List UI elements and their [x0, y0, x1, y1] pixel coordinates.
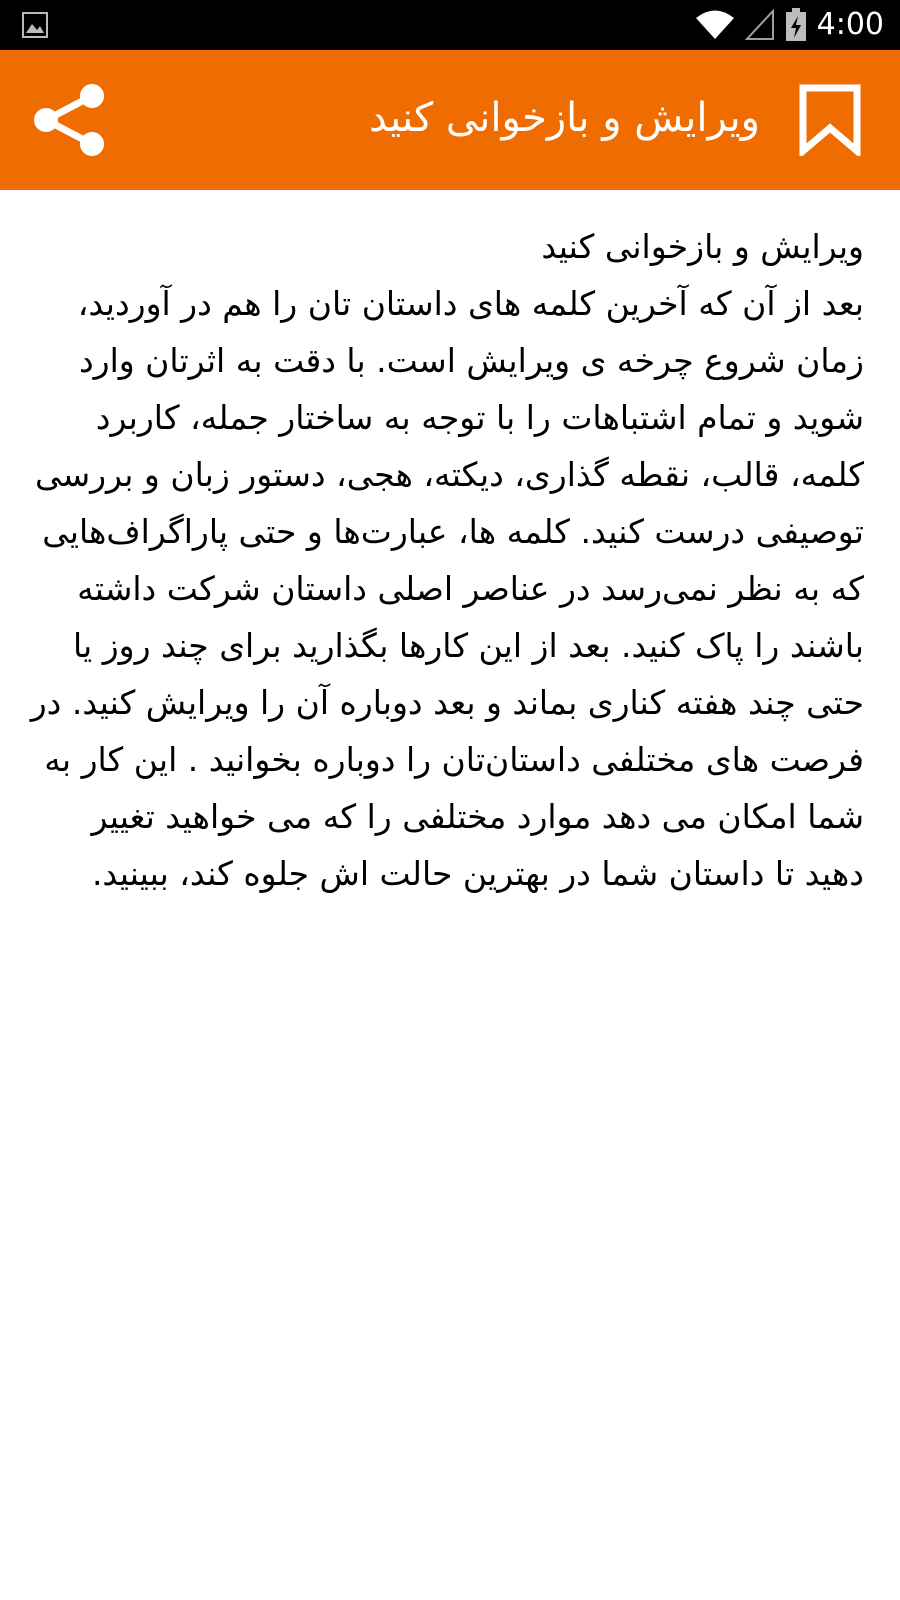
article-heading: ویرایش و بازخوانی کنید [541, 227, 864, 266]
status-icons [695, 6, 884, 44]
app-title: ویرایش و بازخوانی کنید [368, 95, 760, 141]
battery-charging-icon [785, 8, 807, 42]
signal-icon [745, 9, 775, 41]
status-time: 4:00 [816, 7, 884, 42]
share-icon[interactable] [30, 82, 110, 158]
app-bar [0, 50, 900, 190]
article-content [26, 218, 864, 902]
status-bar [0, 0, 900, 50]
article-body: بعد از آن که آخرین کلمه های داستان تان را هم در آوردید، زمان شروع چرخه ی ویرایش است. با دقت به اثرتان وارد شوید و تمام اشتباهات را با توجه به ساختار جمله، کاربرد کلمه، قالب، نقطه گذاری، دیکته، هجی، دستور زبان و بررسی توصیفی درست کنید. کلمه ها، عبارت‌ها و حتی پاراگراف‌هایی که به نظر نمی‌رسد در عناصر اصلی داستان شرکت داشته باشند را پاک کنید. بعد از این کارها بگذارید برای چند روز یا حتی چند هفته کناری بماند و بعد دوباره آن را ویرایش کنید. در فرصت های مختلفی داستان‌تان را دوباره بخوانید . این کار به شما امکان می دهد موارد مختلفی را که می خواهید تغییر دهید تا داستان شما در بهترین حالت اش جلوه کند، ببینید. [30, 284, 864, 893]
bookmark-icon[interactable] [798, 84, 862, 156]
image-notification-icon [22, 12, 48, 38]
wifi-icon [695, 9, 735, 41]
